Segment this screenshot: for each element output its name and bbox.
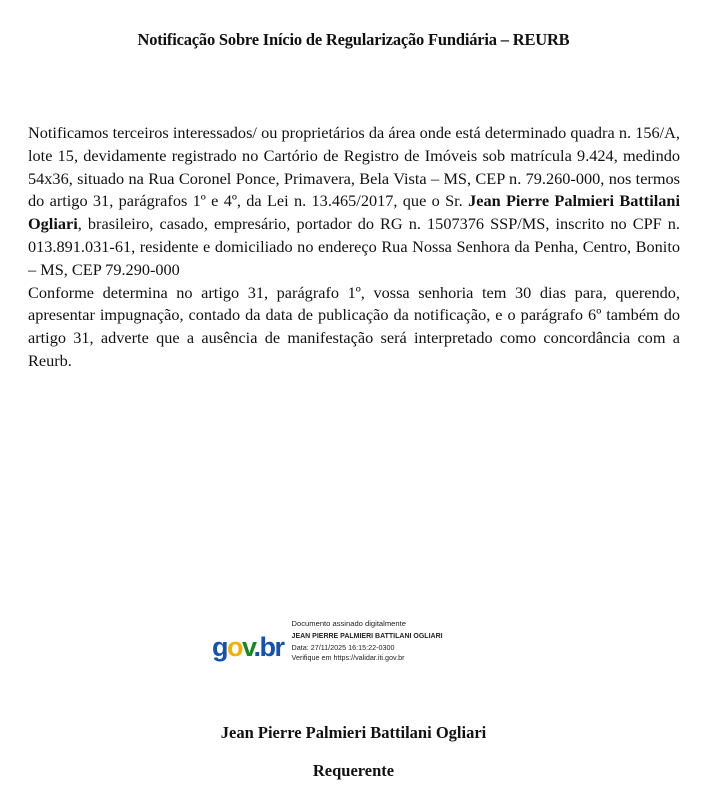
signature-details [292, 619, 443, 664]
paragraph-deadline: Conforme determina no artigo 31, parágrafo 1º, vossa senhoria tem 30 dias para, querendo, apresentar impugnação, contado da data de publicação da notificação, e o parágrafo 6º também do artigo 31, adverte que a ausência de manifestação será interpretado como concordância com a Reurb. [28, 282, 680, 370]
logo-letter-o: o [227, 631, 242, 662]
govbr-logo [212, 622, 284, 661]
document-title: Notificação Sobre Início de Regularização Fundiária – REURB [137, 30, 570, 49]
footer-applicant-name: Jean Pierre Palmieri Battilani Ogliari [220, 723, 487, 742]
footer-applicant-role: Requerente [312, 761, 395, 780]
logo-letter-g: g [212, 631, 227, 662]
paragraph-text-before: Notificamos terceiros interessados/ ou proprietários da área onde está determinado quadra n. 156/A, lote 15, devidamente registrado no Cartório de Registro de Imóveis sob matrícula 9.424, medindo 54x36, situado na Rua Coronel Ponce, Primavera, Bela Vista – MS, CEP n. 79.260-000, nos termos do artigo 31, parágrafos 1º e 4º, da Lei n. 13.465/2017, que o Sr. [28, 123, 680, 211]
signature-date: Data: 27/11/2025 16:15:22-0300 [291, 642, 395, 652]
signature-heading: Documento assinado digitalmente [291, 618, 406, 628]
logo-letter-v: v [242, 631, 254, 662]
logo-letter-r: r [274, 631, 284, 662]
signature-verify-link[interactable]: Verifique em https://validar.iti.gov.br [291, 653, 405, 662]
notification-body [28, 122, 680, 373]
signature-signer: JEAN PIERRE PALMIERI BATTILANI OGLIARI [291, 633, 443, 640]
logo-dot: . [253, 631, 260, 662]
logo-letter-b: b [259, 631, 275, 662]
paragraph-text-after: , brasileiro, casado, empresário, portador do RG n. 1507376 SSP/MS, inscrito no CPF n. 013.891.031-61, residente e domiciliado no endereço Rua Nossa Senhora da Penha, Centro, Bonito – MS, CEP 79.290-000 [28, 214, 680, 279]
applicant-name-bold: Jean Pierre Palmieri Battilani Ogliari [28, 191, 680, 234]
paragraph-notification [28, 122, 680, 282]
digital-signature-stamp [212, 612, 443, 670]
